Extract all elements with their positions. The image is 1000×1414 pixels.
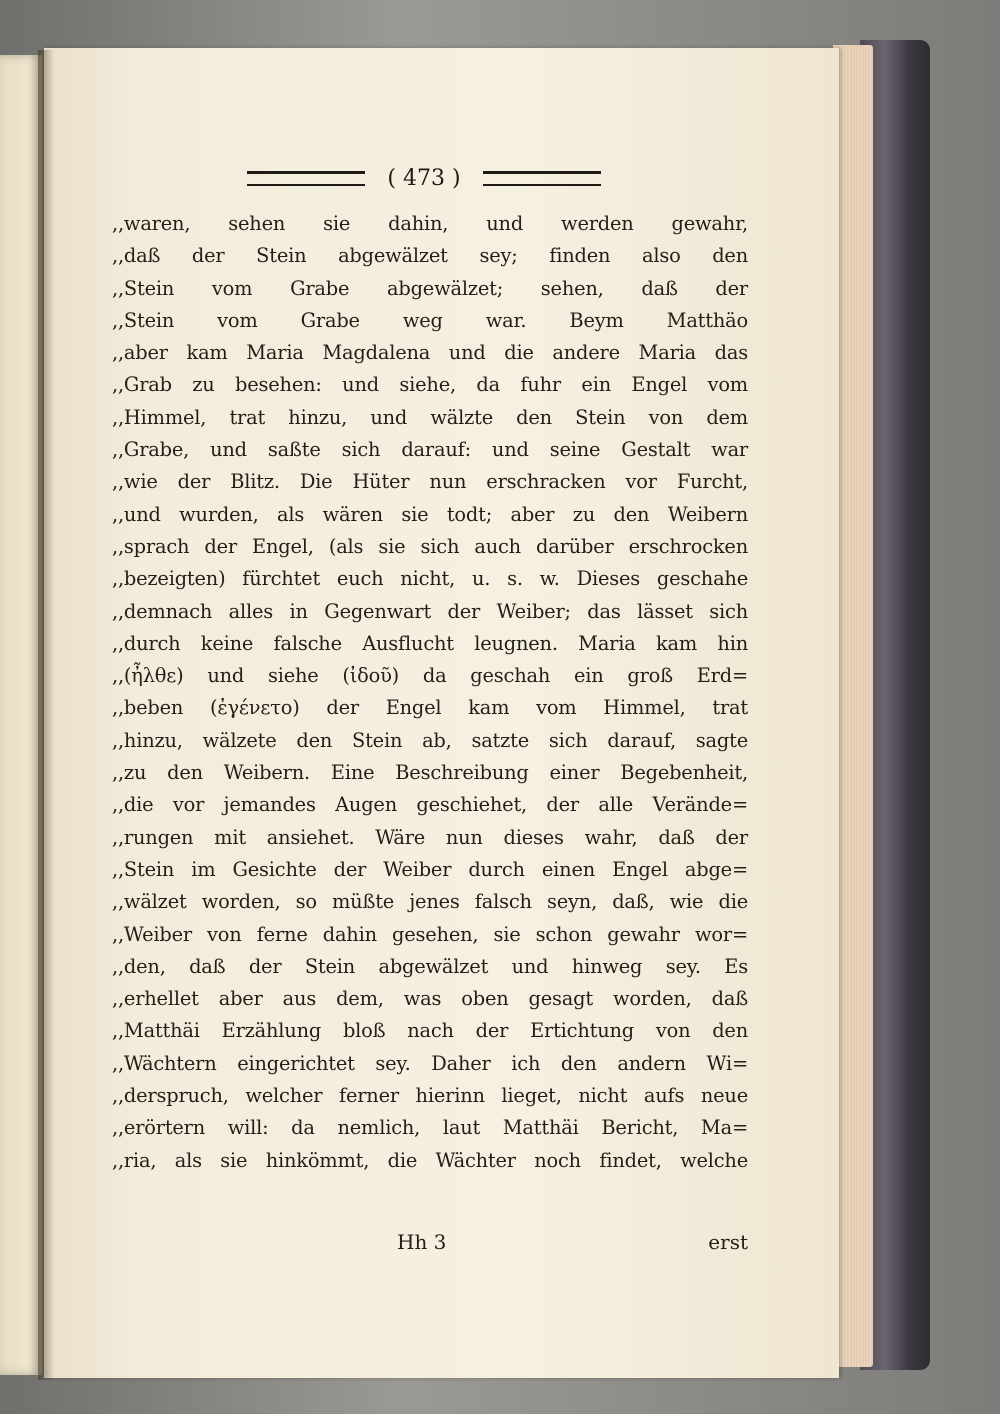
text-line: ,,zu den Weibern. Eine Beschreibung einer Begebenheit, — [112, 761, 748, 785]
left-page-edge — [0, 55, 42, 1375]
text-line: ,,den, daß der Stein abgewälzet und hinweg sey. Es — [112, 954, 748, 978]
text-line: ,,und wurden, als wären sie todt; aber zu den Weibern — [112, 502, 748, 526]
text-line: ,,Weiber von ferne dahin gesehen, sie schon gewahr wor= — [112, 922, 748, 946]
text-line: ,,erörtern will: da nemlich, laut Matthäi Bericht, Ma= — [112, 1116, 748, 1140]
text-line: ,,Wächtern eingerichtet sey. Daher ich den andern Wi= — [112, 1051, 748, 1075]
text-line: ,,daß der Stein abgewälzet sey; finden also den — [112, 244, 748, 268]
text-line: ,,Matthäi Erzählung bloß nach der Ertichtung von den — [112, 1019, 748, 1043]
text-line: ,,hinzu, wälzete den Stein ab, satzte sich darauf, sagte — [112, 728, 748, 752]
signature-mark: Hh 3 — [397, 1230, 447, 1254]
text-line: ,,rungen mit ansiehet. Wäre nun dieses wahr, daß der — [112, 825, 748, 849]
text-line: ,,Stein im Gesichte der Weiber durch einen Engel abge= — [112, 857, 748, 881]
text-line: ,,durch keine falsche Ausflucht leugnen. Maria kam hin — [112, 631, 748, 655]
text-line: ,,Grabe, und saßte sich darauf: und seine Gestalt war — [112, 438, 748, 462]
header-rule-left — [247, 171, 365, 186]
text-line: ,,beben (ἐγένετο) der Engel kam vom Himmel, trat — [112, 696, 748, 720]
text-line: ,,Stein vom Grabe weg war. Beym Matthäo — [112, 308, 748, 332]
text-line: ,,wie der Blitz. Die Hüter nun erschracken vor Furcht, — [112, 470, 748, 494]
text-line: ,,erhellet aber aus dem, was oben gesagt worden, daß — [112, 987, 748, 1011]
text-line: ,,ria, als sie hinkömmt, die Wächter noch findet, welche — [112, 1148, 748, 1172]
text-line: ,,derspruch, welcher ferner hierinn lieget, nicht aufs neue — [112, 1084, 748, 1108]
page-header — [194, 158, 654, 198]
catchword: erst — [708, 1230, 748, 1254]
text-line: ,,die vor jemandes Augen geschiehet, der alle Verände= — [112, 793, 748, 817]
book-page — [44, 48, 839, 1378]
page-number: ( 473 ) — [387, 165, 461, 191]
text-line: ,,Himmel, trat hinzu, und wälzte den Stein von dem — [112, 405, 748, 429]
body-text — [112, 208, 748, 1177]
text-line: ,,demnach alles in Gegenwart der Weiber; das lässet sich — [112, 599, 748, 623]
spine-shadow — [38, 50, 54, 1380]
text-line: ,,sprach der Engel, (als sie sich auch darüber erschrocken — [112, 534, 748, 558]
text-line: ,,waren, sehen sie dahin, und werden gewahr, — [112, 212, 748, 235]
header-rule-right — [483, 171, 601, 186]
text-line: ,,Grab zu besehen: und siehe, da fuhr ein Engel vom — [112, 373, 748, 397]
page-edges — [833, 45, 873, 1367]
text-line: ,,wälzet worden, so müßte jenes falsch seyn, daß, wie die — [112, 890, 748, 914]
page-footer — [112, 1226, 748, 1262]
text-line: ,,Stein vom Grabe abgewälzet; sehen, daß der — [112, 276, 748, 300]
text-line: ,,aber kam Maria Magdalena und die andere Maria das — [112, 341, 748, 365]
text-line: ,,(ἦλθε) und siehe (ἰδοῦ) da geschah ein groß Erd= — [112, 664, 748, 688]
text-line: ,,bezeigten) fürchtet euch nicht, u. s. w. Dieses geschahe — [112, 567, 748, 591]
